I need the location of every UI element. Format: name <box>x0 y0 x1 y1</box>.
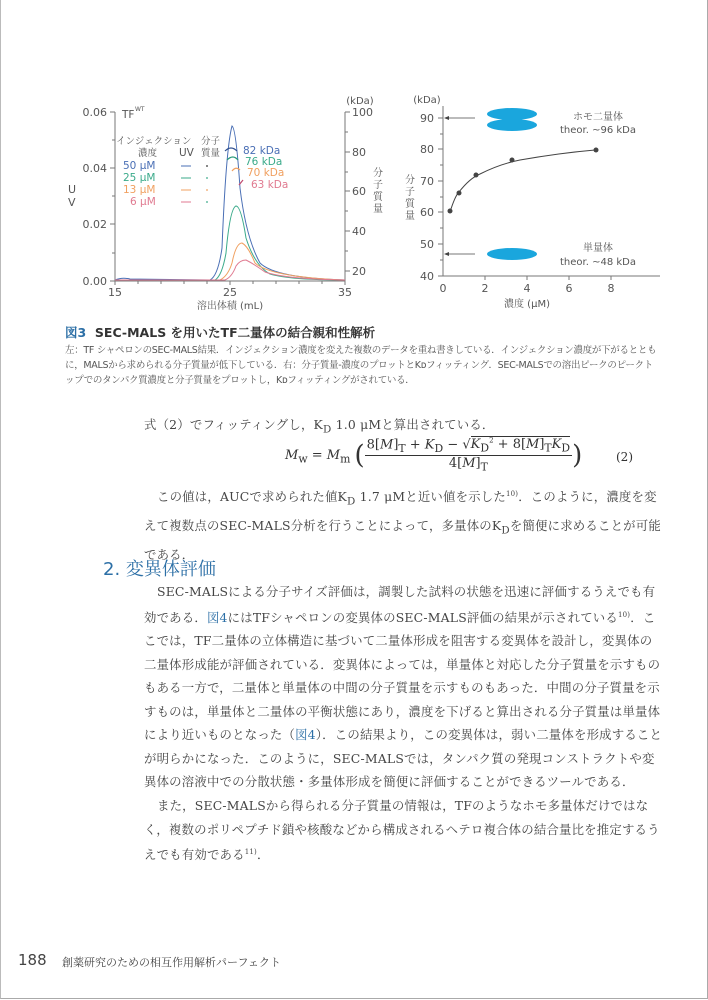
y-right-tick: 80 <box>352 146 366 159</box>
paragraph-2: この値は，AUCで求められた値$K_D$ 1.7 μMと近い値を示した$^{10)}$．このように，濃度を変えて複数点のSEC-MALS分析を行うことによって，多量体の$K_D$を簡便に求めることが可能である． <box>144 489 661 563</box>
monomer-theor: theor. ~48 kDa <box>560 257 636 268</box>
left-chart <box>68 96 384 312</box>
legend-conc-13: 13 μM <box>123 184 156 196</box>
monomer-shape <box>487 248 537 260</box>
x-tick: 15 <box>108 286 122 299</box>
mw-label-25: 76 kDa <box>245 156 283 168</box>
dimer-label: ホモ二量体 <box>573 112 623 123</box>
x-tick: 6 <box>565 282 573 295</box>
legend-header-mw2: 質量 <box>201 148 221 159</box>
legend-conc-50: 50 μM <box>123 160 156 172</box>
y-unit: (kDa) <box>413 95 441 106</box>
paragraph-1: 式（2）でフィッティングし，$K_D$ 1.0 μMと算出されている． <box>144 417 495 436</box>
x-tick: 8 <box>607 282 615 295</box>
y-right-unit: (kDa) <box>346 96 374 107</box>
figure-caption-title <box>65 323 375 341</box>
svg-text:子: 子 <box>405 187 415 198</box>
y-right-tick: 100 <box>352 106 373 119</box>
y-left-label-u: U <box>68 183 77 196</box>
y-left-label-v: V <box>68 196 76 209</box>
mw-label-6: 63 kDa <box>251 179 289 191</box>
curve-6uM <box>115 260 345 280</box>
y-tick: 70 <box>420 175 434 188</box>
legend-header-uv: UV <box>179 147 194 159</box>
y-tick: 40 <box>420 270 434 283</box>
paragraph-3: SEC-MALSによる分子サイズ評価は，調製した試料の状態を迅速に評価するうえでも有効である．図4にはTFシャペロンの変異体のSEC-MALS評価の結果が示されている$^{10)}$．ここでは，TF二量体の立体構造に基づいて二量体形成を阻害する変異体を設計し，変異体の二量体形成能が評価されている．変異体によっては，単量体と対応した分子質量を示すものもある一方で，二量体と単量体の中間の分子質量を示すものもあった．中間の分子質量を示すものは，単量体と二量体の平衡状態にあり，濃度を下げると算出される分子質量は単量体により近いものとなった（図4）．この結果より，この変異体は，弱い二量体を形成することが明らかになった．このように，SEC-MALSでは，タンパク質の発現コンストラクトや変異体の溶液中での分散状態・多量体形成を簡便に評価することができるツールである． <box>144 584 663 790</box>
figure-caption-body: 左：TF シャペロンのSEC-MALS結果．インジェクション濃度を変えた複数のデータを重ね書きしている．インジェクション濃度が下がるとともに，MALSから求められる分子質量が低下している．右：分子質量-濃度のプロットとKᴅフィッティング．SEC-MALSでの溶出ピークのピークトップでのタンパク質濃度と分子質量をプロットし，Kᴅフィッティングがされている． <box>65 345 657 386</box>
figure-4-link[interactable]: 図4 <box>206 609 228 625</box>
figure-4-link[interactable]: 図4 <box>295 727 316 743</box>
equation-number: (2) <box>616 450 633 464</box>
figure-title: SEC-MALS を用いたTF二量体の結合親和性解析 <box>94 325 376 340</box>
legend-header-conc: インジェクション <box>116 136 192 147</box>
y-right-tick: 20 <box>352 265 366 278</box>
figure-svg <box>60 88 660 318</box>
dimer-shape <box>487 108 537 120</box>
x-tick: 25 <box>223 286 237 299</box>
y-left-tick: 0.02 <box>82 218 107 231</box>
svg-text:分: 分 <box>405 175 415 186</box>
book-title: 創薬研究のための相互作用解析パーフェクト <box>62 956 281 969</box>
figure-number: 図3 <box>65 325 87 340</box>
svg-text:分: 分 <box>373 168 383 179</box>
x-axis-label: 濃度 (μM) <box>504 299 550 310</box>
right-chart <box>405 95 660 310</box>
x-axis-label: 溶出体積 (mL) <box>196 301 264 312</box>
y-left-tick: 0.06 <box>82 106 107 119</box>
svg-text:量: 量 <box>405 211 415 222</box>
mw-label-50: 82 kDa <box>243 145 281 157</box>
dimer-theor: theor. ~96 kDa <box>560 125 636 136</box>
paragraph-4: また，SEC-MALSから得られる分子質量の情報は，TFのようなホモ多量体だけではなく，複数のポリペプチド鎖や核酸などから構成されるヘテロ複合体の結合量比を推定するうえでも有効である$^{11)}$． <box>144 798 660 863</box>
svg-text:量: 量 <box>373 204 383 215</box>
curve-13uM <box>115 243 345 280</box>
legend-header-mw: 分子 <box>201 136 221 147</box>
figure-3 <box>60 88 660 318</box>
legend-conc-25: 25 μM <box>123 172 156 184</box>
legend-conc-6: 6 μM <box>130 196 156 208</box>
x-tick: 4 <box>523 282 531 295</box>
monomer-label: 単量体 <box>583 243 613 254</box>
equation-2: $M_w = M_m$ ( $8[M]_T + K_D - √K_D^2 + 8[M]_TK_D$ $4[M]_T$ ) <box>285 437 583 474</box>
y-right-label <box>373 166 384 215</box>
y-tick: 60 <box>420 206 434 219</box>
x-tick: 35 <box>338 286 352 299</box>
y-right-tick: 60 <box>352 185 366 198</box>
y-tick: 80 <box>420 143 434 156</box>
sample-label: TF <box>122 109 135 121</box>
section-heading: 2. 変異体評価 <box>103 559 216 580</box>
y-right-tick: 40 <box>352 225 366 238</box>
y-left-tick: 0.04 <box>82 162 107 175</box>
y-tick: 50 <box>420 238 434 251</box>
mw-label-13: 70 kDa <box>247 167 285 179</box>
sample-label-sup: WT <box>135 106 145 113</box>
y-left-tick: 0.00 <box>82 275 107 288</box>
svg-text:子: 子 <box>373 180 383 191</box>
page-number: 188 <box>18 951 47 969</box>
svg-text:質: 質 <box>405 199 415 210</box>
legend-header-conc2: 濃度 <box>138 148 158 159</box>
svg-text:質: 質 <box>373 192 383 203</box>
y-axis-label <box>405 173 416 222</box>
y-tick: 90 <box>420 112 434 125</box>
x-tick: 0 <box>439 282 447 295</box>
x-tick: 2 <box>481 282 489 295</box>
kd-fit-curve <box>450 150 595 212</box>
